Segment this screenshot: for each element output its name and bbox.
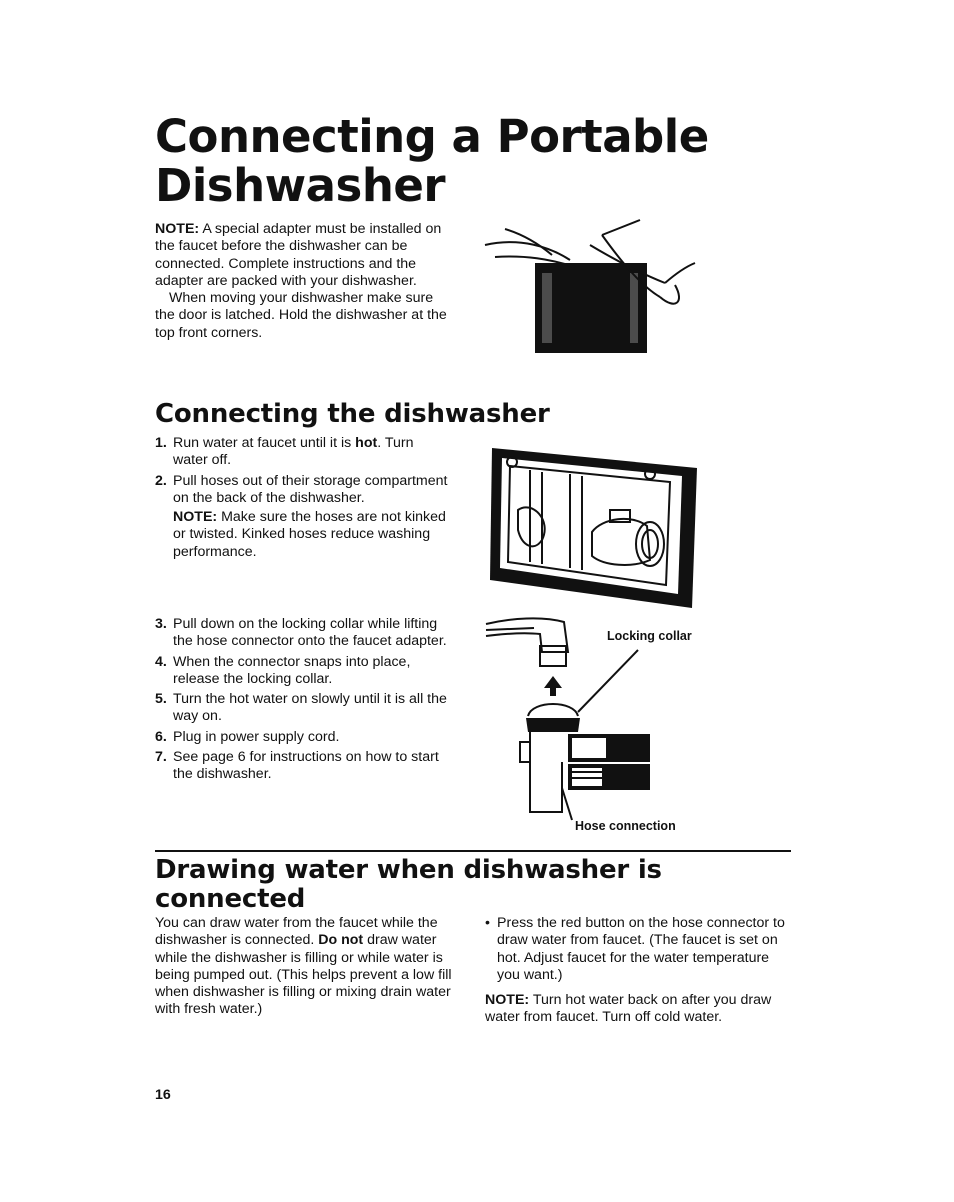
intro-note <box>155 221 455 290</box>
bullet-red-button: • Press the red button on the hose connector to draw water from faucet. (The faucet is set on hot. Adjust faucet for the water temperature you want.) <box>485 915 785 983</box>
section-heading-connecting: Connecting the dishwasher <box>155 399 550 429</box>
drawing-note: NOTE: Turn hot water back on after you draw water from faucet. Turn off cold water. <box>485 992 772 1026</box>
step-1: 1. Run water at faucet until it is hot. Turn water off. <box>155 435 414 469</box>
step-5: 5. Turn the hot water on slowly until it is all the way on. <box>155 691 447 725</box>
drawing-left-text: You can draw water from the faucet while the dishwasher is connected. Do not draw water while the dishwasher is filling or while water is being pumped out. (This helps prevent a low fill when dishwasher is filling or mixing drain water with fresh water.) <box>155 915 452 1018</box>
note-text: A special adapter must be installed on the faucet before the dishwasher can be connected. Complete instructions and the adapter are packed with your dishwasher. <box>155 221 442 289</box>
drawing-right-text <box>485 915 785 1027</box>
section-divider <box>155 850 791 852</box>
page-number: 16 <box>155 1087 171 1103</box>
caption-hose-connection: Hose connection <box>575 819 676 833</box>
steps-group-a <box>155 435 450 564</box>
moving-text: When moving your dishwasher make sure the door is latched. Hold the dishwasher at the top front corners. <box>155 290 447 341</box>
caption-locking-collar: Locking collar <box>607 629 692 643</box>
faucet-connector-illustration <box>482 612 662 822</box>
section-heading-drawing: Drawing water when dishwasher is connected <box>155 855 662 914</box>
step-6: 6. Plug in power supply cord. <box>155 728 340 745</box>
hose-note: NOTE: Make sure the hoses are not kinked or twisted. Kinked hoses reduce washing performance. <box>173 509 446 560</box>
dishwasher-carry-illustration <box>480 215 700 355</box>
step-2: 2. Pull hoses out of their storage compartment on the back of the dishwasher. NOTE: Make sure the hoses are not kinked or twisted. Kinked hoses reduce washing performance. <box>155 473 450 561</box>
steps-group-b <box>155 616 455 787</box>
page-title: Connecting a Portable Dishwasher <box>155 110 709 212</box>
step-4: 4. When the connector snaps into place, release the locking collar. <box>155 653 411 687</box>
step-3: 3. Pull down on the locking collar while lifting the hose connector onto the faucet adapter. <box>155 616 447 650</box>
hose-storage-illustration <box>482 440 704 610</box>
note-label: NOTE: <box>155 221 200 237</box>
intro-text <box>155 221 455 342</box>
step-7: 7. See page 6 for instructions on how to start the dishwasher. <box>155 749 439 783</box>
